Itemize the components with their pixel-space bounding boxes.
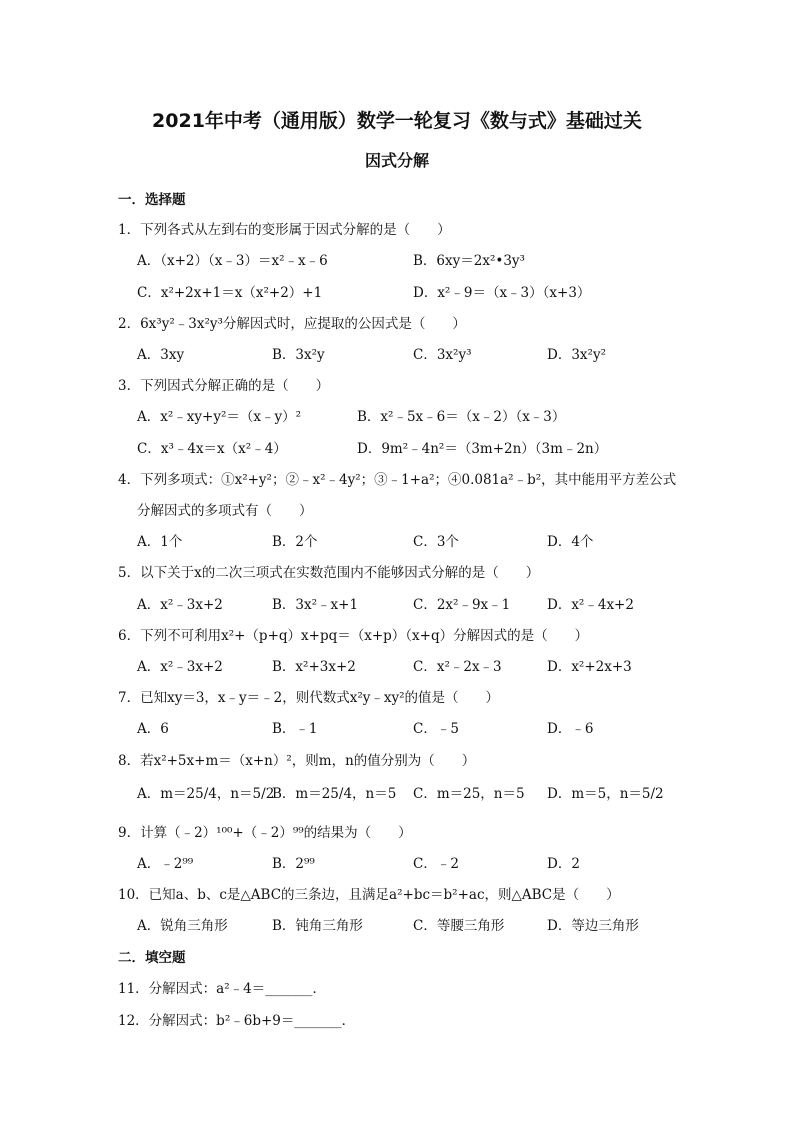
option-c: C．m＝25，n＝5 bbox=[413, 786, 525, 802]
option-a: A．﹣2⁹⁹ bbox=[137, 856, 194, 872]
option-a: A．m＝25/4，n＝5/2 bbox=[137, 786, 275, 802]
option-d: D．m＝5，n＝5/2 bbox=[547, 786, 664, 802]
option-c: C．2x²﹣9x﹣1 bbox=[413, 597, 511, 613]
option-a: A．x²﹣xy+y²＝（x﹣y）² bbox=[137, 409, 302, 425]
question-stem: 11．分解因式：a²﹣4＝_______． bbox=[118, 981, 326, 997]
option-b: B．2个 bbox=[272, 534, 318, 550]
question-stem: 10．已知a、b、c是△ABC的三条边，且满足a²+bc＝b²+ac，则△ABC是（ ） bbox=[118, 887, 620, 903]
question-stem: 12．分解因式：b²﹣6b+9＝_______． bbox=[118, 1013, 356, 1029]
option-a: A．（x+2）（x﹣3）＝x²﹣x﹣6 bbox=[137, 253, 328, 269]
option-b: B．钝角三角形 bbox=[272, 918, 363, 934]
option-d: D．2 bbox=[547, 856, 580, 872]
option-b: B．3x²y bbox=[272, 347, 325, 363]
option-c: C．﹣5 bbox=[413, 721, 459, 737]
option-a: A．x²﹣3x+2 bbox=[137, 659, 223, 675]
option-b: B．m＝25/4，n＝5 bbox=[272, 786, 397, 802]
option-c: C．3个 bbox=[413, 534, 459, 550]
question-stem: 8．若x²+5x+m＝（x+n）²，则m，n的值分别为（ ） bbox=[118, 753, 476, 769]
option-b: B．﹣1 bbox=[272, 721, 318, 737]
page-subtitle: 因式分解 bbox=[364, 151, 429, 170]
question-stem-continued: 分解因式的多项式有（ ） bbox=[137, 503, 313, 519]
page-title: 2021年中考（通用版）数学一轮复习《数与式》基础过关 bbox=[152, 110, 642, 132]
option-b: B．2⁹⁹ bbox=[272, 856, 315, 872]
option-d: D．4个 bbox=[547, 534, 594, 550]
question-stem: 9．计算（﹣2）¹⁰⁰+（﹣2）⁹⁹的结果为（ ） bbox=[118, 825, 412, 841]
question-stem: 5．以下关于x的二次三项式在实数范围内不能够因式分解的是（ ） bbox=[118, 565, 540, 581]
option-c: C．﹣2 bbox=[413, 856, 459, 872]
option-d: D．x²﹣4x+2 bbox=[547, 597, 634, 613]
question-stem: 3．下列因式分解正确的是（ ） bbox=[118, 378, 330, 394]
option-c: C．x³﹣4x＝x（x²﹣4） bbox=[137, 441, 287, 457]
section-heading-choice: 一．选择题 bbox=[118, 192, 186, 208]
option-a: A．3xy bbox=[137, 347, 185, 363]
option-d: D．x²﹣9＝（x﹣3）（x+3） bbox=[413, 285, 591, 301]
option-c: C．等腰三角形 bbox=[413, 918, 505, 934]
option-a: A．x²﹣3x+2 bbox=[137, 597, 223, 613]
option-c: C．x²+2x+1＝x（x²+2）+1 bbox=[137, 285, 323, 301]
question-stem: 7．已知xy＝3，x﹣y＝﹣2，则代数式x²y﹣xy²的值是（ ） bbox=[118, 690, 500, 706]
question-stem: 6．下列不可利用x²+（p+q）x+pq＝（x+p）（x+q）分解因式的是（ ） bbox=[118, 628, 589, 644]
option-d: D．﹣6 bbox=[547, 721, 594, 737]
question-stem: 4．下列多项式：①x²+y²；②﹣x²﹣4y²；③﹣1+a²；④0.081a²﹣b²，其中能用平方差公式 bbox=[118, 472, 677, 488]
option-b: B．x²﹣5x﹣6＝（x﹣2）（x﹣3） bbox=[357, 409, 566, 425]
option-c: C．3x²y³ bbox=[413, 347, 472, 363]
option-d: D．等边三角形 bbox=[547, 918, 639, 934]
option-b: B．x²+3x+2 bbox=[272, 659, 356, 675]
option-a: A．1个 bbox=[137, 534, 183, 550]
option-d: D．x²+2x+3 bbox=[547, 659, 632, 675]
option-d: D．3x²y² bbox=[547, 347, 606, 363]
option-b: B．3x²﹣x+1 bbox=[272, 597, 359, 613]
question-stem: 2．6x³y²﹣3x²y³分解因式时，应提取的公因式是（ ） bbox=[118, 316, 466, 332]
option-d: D．9m²﹣4n²＝（3m+2n）（3m﹣2n） bbox=[357, 441, 608, 457]
option-c: C．x²﹣2x﹣3 bbox=[413, 659, 502, 675]
option-a: A．6 bbox=[137, 721, 169, 737]
section-heading-fill: 二．填空题 bbox=[118, 950, 186, 966]
option-b: B．6xy＝2x²•3y³ bbox=[413, 253, 525, 269]
question-stem: 1．下列各式从左到右的变形属于因式分解的是（ ） bbox=[118, 222, 451, 238]
option-a: A．锐角三角形 bbox=[137, 918, 228, 934]
